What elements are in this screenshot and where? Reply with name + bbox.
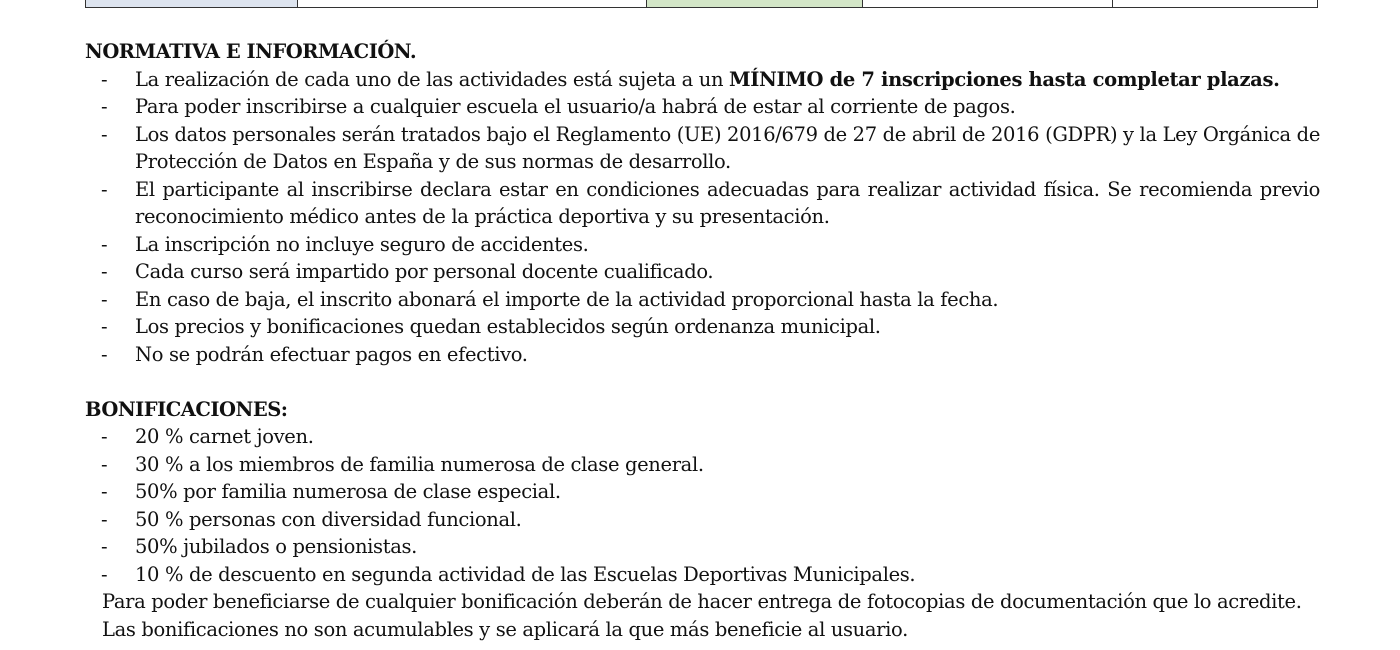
normativa-heading: NORMATIVA E INFORMACIÓN. [85,40,417,63]
list-item: - 50% por familia numerosa de clase especial. [85,478,1320,506]
list-item: - La realización de cada uno de las actividades está sujeta a un MÍNIMO de 7 inscripciones hasta completar plazas. [85,66,1320,94]
table-cell [863,0,1114,7]
bonificaciones-note: Para poder beneficiarse de cualquier bonificación deberán de hacer entrega de fotocopias de documentación que lo acredite. Las bonificaciones no son acumulables y se aplicará la que más beneficie al usuario. [102,590,1302,641]
list-item: - 10 % de descuento en segunda actividad de las Escuelas Deportivas Municipales. [85,561,1320,589]
normativa-list [85,66,1320,369]
top-table-fragment [85,0,1318,8]
table-cell [1113,0,1317,7]
list-item: - 50 % personas con diversidad funcional. [85,506,1320,534]
document-body [85,38,1320,643]
minimum-bold-text: MÍNIMO de 7 inscripciones hasta completar plazas. [729,67,1280,91]
list-item: - La inscripción no incluye seguro de accidentes. [85,231,1320,259]
list-item: - Para poder inscribirse a cualquier escuela el usuario/a habrá de estar al corriente de pagos. [85,93,1320,121]
bonificaciones-list [85,423,1320,588]
list-item: - El participante al inscribirse declara estar en condiciones adecuadas para realizar actividad física. Se recomienda previo reconocimiento médico antes de la práctica deportiva y su presentación. [85,176,1320,231]
spacer [85,368,1320,396]
table-cell [298,0,647,7]
list-item: - 30 % a los miembros de familia numerosa de clase general. [85,451,1320,479]
list-item: - Cada curso será impartido por personal docente cualificado. [85,258,1320,286]
bonificaciones-heading: BONIFICACIONES: [85,397,288,421]
list-item: - Los precios y bonificaciones quedan establecidos según ordenanza municipal. [85,313,1320,341]
list-item: - En caso de baja, el inscrito abonará el importe de la actividad proporcional hasta la fecha. [85,286,1320,314]
list-item: - 50% jubilados o pensionistas. [85,533,1320,561]
list-item: - Los datos personales serán tratados bajo el Reglamento (UE) 2016/679 de 27 de abril de 2016 (GDPR) y la Ley Orgánica de Protección de Datos en España y de sus normas de desarrollo. [85,121,1320,176]
list-item: - 20 % carnet joven. [85,423,1320,451]
list-item: - No se podrán efectuar pagos en efectivo. [85,341,1320,369]
table-cell-blue [86,0,298,7]
table-cell-green [647,0,863,7]
